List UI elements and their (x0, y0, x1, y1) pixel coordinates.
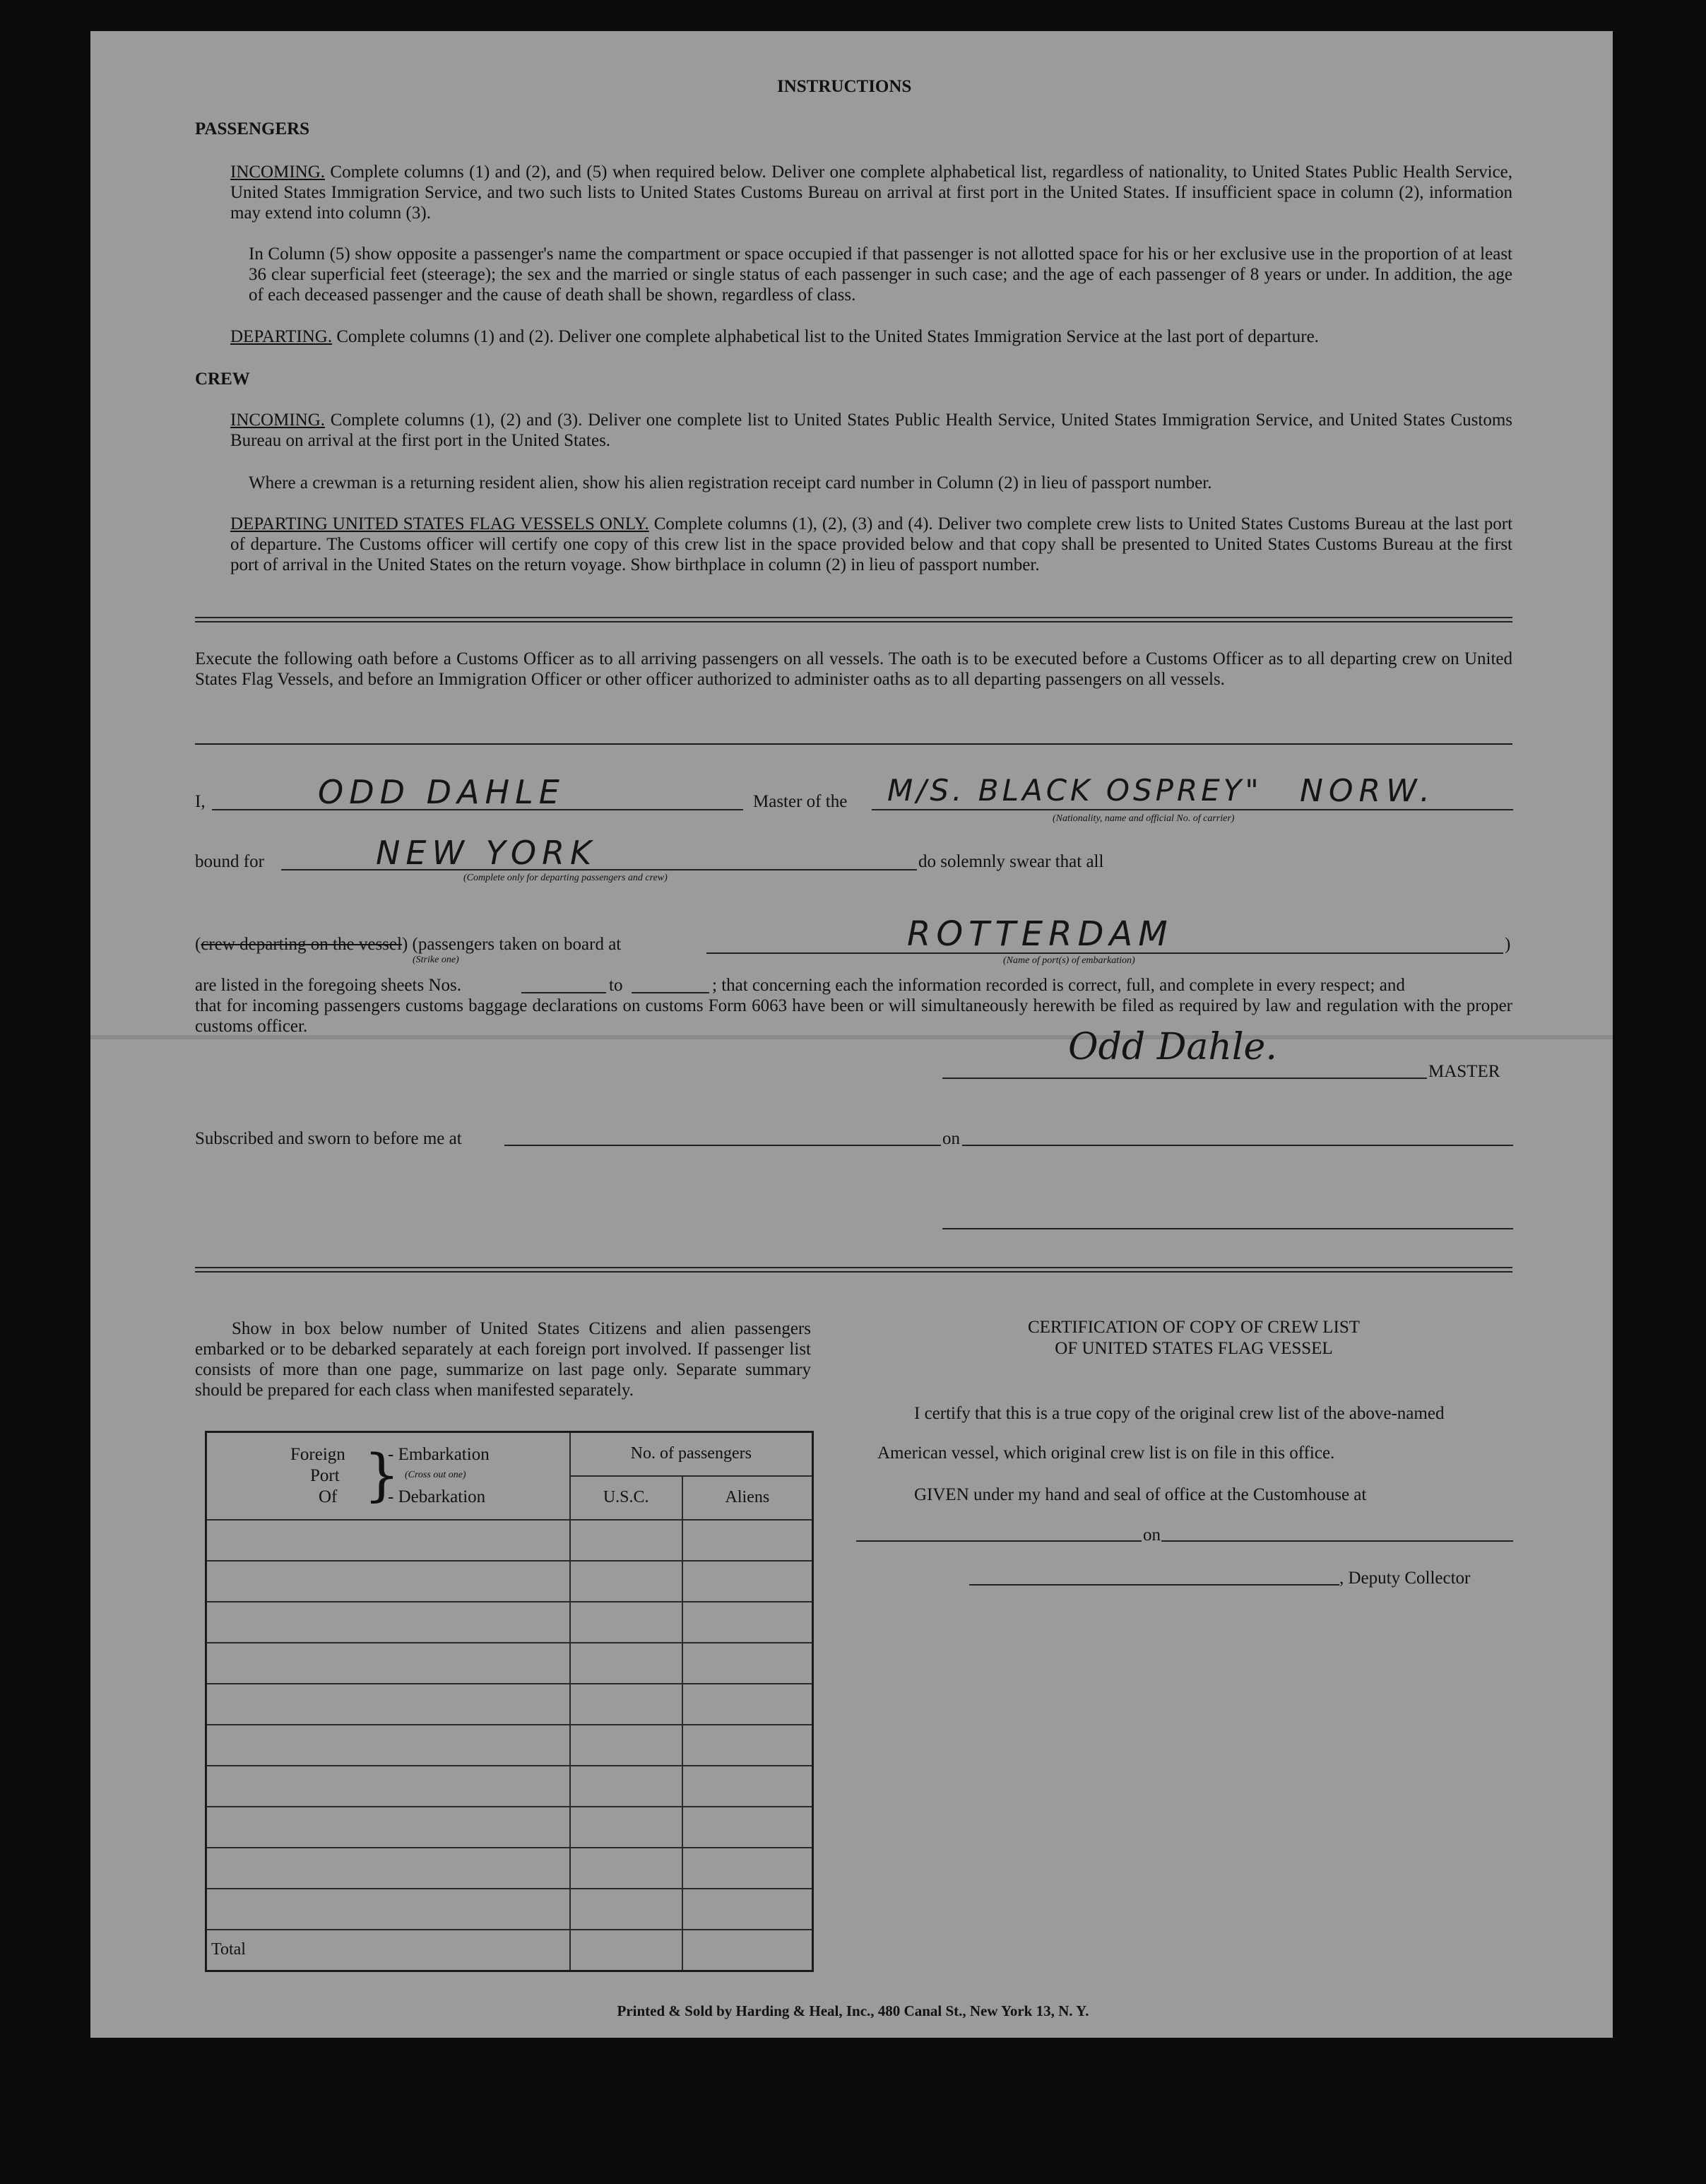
usc-cell[interactable] (570, 1848, 682, 1889)
certification-date-line (1161, 1540, 1513, 1542)
subscribed-place-line (504, 1145, 941, 1146)
no-passengers-header: No. of passengers (570, 1432, 813, 1476)
passengers-column5-text: In Column (5) show opposite a passenger's name the compartment or space occupied if that passenger is not allotted space for his or her exclusive use in the proportion of at least 36 clear superficial feet (steerage); the sex and the married or single status of each passenger in such case; and the age of each passenger of 8 years or under. In addition, the age of each deceased passenger and the cause of death shall be shown, regardless of class. (249, 244, 1512, 305)
foreign-label: Foreign (290, 1444, 345, 1464)
debarkation-label: - Debarkation (388, 1487, 486, 1506)
oath-intro: Execute the following oath before a Customs Officer as to all arriving passengers on all vessels. The oath is to be executed before a Customs Officer as to all departing crew on United States Flag Vessels, and before an Immigration Officer or other officer authorized to administer oaths as to all departing passengers on all vessels. (195, 649, 1512, 689)
subscribed-date-line (962, 1145, 1513, 1146)
port-cell[interactable] (206, 1561, 570, 1602)
aliens-cell[interactable] (682, 1561, 813, 1602)
passengers-departing-label: DEPARTING. (230, 327, 333, 346)
total-row (206, 1930, 813, 1971)
officer-signature-line (942, 1228, 1513, 1229)
port-label: Port (310, 1465, 340, 1485)
table-row (206, 1766, 813, 1807)
summary-instructions: Show in box below number of United States Citizens and alien passengers embarked or to be debarked separately at each foreign port involved. If passenger list consists of more than one page, summarize on last page only. Separate summary should be prepared for each class when manifested separately. (195, 1319, 811, 1400)
aliens-cell[interactable] (682, 1520, 813, 1561)
master-signature: Odd Dahle. (1068, 1026, 1277, 1068)
deputy-signature-line (969, 1584, 1339, 1586)
deputy-collector-label: , Deputy Collector (1339, 1569, 1471, 1588)
listed-rest-text: that for incoming passengers customs baggage declarations on customs Form 6063 have been or will simultaneously herewith be filed as required by law and regulation with the proper customs officer. (195, 996, 1512, 1036)
port-value: ROTTERDAM (907, 914, 1173, 954)
passenger-summary-table (205, 1431, 814, 1972)
oath-i-label: I, (195, 792, 206, 811)
passengers-taken-text: ) (passengers taken on board at (401, 935, 622, 954)
usc-header: U.S.C. (570, 1476, 682, 1520)
passengers-heading: PASSENGERS (195, 119, 310, 138)
aliens-cell[interactable] (682, 1602, 813, 1643)
customhouse-line (856, 1540, 1142, 1542)
brace-icon: } (364, 1441, 400, 1508)
port-cell[interactable] (206, 1807, 570, 1848)
crew-resident-text: Where a crewman is a returning resident alien, show his alien registration receipt card number in Column (2) in lieu of passport number. (249, 473, 1212, 492)
table-row (206, 1725, 813, 1766)
port-cell[interactable] (206, 1602, 570, 1643)
crew-departing-label: DEPARTING UNITED STATES FLAG VESSELS ONLY. (230, 514, 649, 533)
usc-cell[interactable] (570, 1807, 682, 1848)
port-cell[interactable] (206, 1684, 570, 1725)
aliens-cell[interactable] (682, 1848, 813, 1889)
crew-heading: CREW (195, 370, 250, 389)
port-cell[interactable] (206, 1848, 570, 1889)
crew-passengers-choice (195, 934, 621, 955)
sheets-to-line (632, 992, 709, 993)
certify-line1: I certify that this is a true copy of the original crew list of the above-named (914, 1404, 1445, 1423)
vessel-caption: (Nationality, name and official No. of carrier) (1053, 813, 1235, 824)
section-divider (195, 617, 1512, 622)
master-name: ODD DAHLE (318, 773, 565, 811)
usc-cell[interactable] (570, 1766, 682, 1807)
open-paren: ( (195, 935, 201, 954)
crew-incoming-paragraph (230, 410, 1512, 451)
passengers-incoming-text: Complete columns (1) and (2), and (5) when required below. Deliver one complete alphabetical list, regardless of nationality, to United States Public Health Service, United States Immigration Service, and two such lists to United States Customs Bureau on arrival at first port in the United States. If insufficient space in column (2), information may extend into column (3). (230, 163, 1513, 223)
certify-line2: American vessel, which original crew list is on file in this office. (877, 1444, 1335, 1463)
sheets-from-line (521, 992, 606, 993)
vessel-name: M/S. BLACK OSPREY" (887, 773, 1262, 808)
aliens-cell[interactable] (682, 1889, 813, 1930)
table-row (206, 1807, 813, 1848)
certification-title-line2: OF UNITED STATES FLAG VESSEL (1055, 1339, 1333, 1358)
usc-cell[interactable] (570, 1643, 682, 1684)
port-cell[interactable] (206, 1889, 570, 1930)
cross-out-caption: (Cross out one) (405, 1469, 466, 1480)
table-row (206, 1561, 813, 1602)
usc-cell[interactable] (570, 1725, 682, 1766)
port-cell[interactable] (206, 1725, 570, 1766)
embarkation-label: - Embarkation (388, 1444, 490, 1464)
aliens-cell[interactable] (682, 1684, 813, 1725)
table-row (206, 1520, 813, 1561)
crew-departing-paragraph (230, 514, 1512, 575)
vessel-nationality: NORW. (1300, 773, 1436, 809)
aliens-cell[interactable] (682, 1807, 813, 1848)
swear-text: do solemnly swear that all (918, 852, 1104, 871)
bound-caption: (Complete only for departing passengers and crew) (463, 873, 668, 883)
crew-strike-text: crew departing on the vessel (201, 935, 402, 954)
crew-departing-text: Complete columns (1), (2), (3) and (4). Deliver two complete crew lists to United States Customs Bureau at the last port of departure. The Customs officer will certify one copy of this crew list in the space provided below and that copy shall be presented to United States Customs Bureau at the first port of arrival in the United States on the return voyage. Show birthplace in column (2) in lieu of passport number. (230, 514, 1513, 574)
usc-cell[interactable] (570, 1889, 682, 1930)
passengers-departing-paragraph (230, 326, 1512, 347)
certification-on-label: on (1143, 1525, 1161, 1545)
port-cell[interactable] (206, 1520, 570, 1561)
certification-title-line1: CERTIFICATION OF COPY OF CREW LIST (1027, 1318, 1361, 1337)
subscribed-label: Subscribed and sworn to before me at (195, 1129, 462, 1148)
bound-for-value: NEW YORK (376, 834, 598, 872)
aliens-cell[interactable] (682, 1643, 813, 1684)
page-title: INSTRUCTIONS (777, 77, 912, 96)
usc-total-cell[interactable] (570, 1930, 682, 1971)
printer-footer: Printed & Sold by Harding & Heal, Inc., 480 Canal St., New York 13, N. Y. (617, 2002, 1089, 2019)
close-paren: ) (1505, 935, 1511, 954)
passengers-incoming-label: INCOMING. (230, 163, 326, 182)
table-row (206, 1889, 813, 1930)
bound-for-label: bound for (195, 852, 264, 871)
table-row (206, 1643, 813, 1684)
given-line: GIVEN under my hand and seal of office at the Customhouse at (914, 1485, 1367, 1504)
usc-cell[interactable] (570, 1602, 682, 1643)
master-label: MASTER (1428, 1062, 1500, 1081)
port-cell[interactable] (206, 1766, 570, 1807)
passengers-incoming-paragraph (230, 162, 1512, 223)
vessel-line (872, 809, 1513, 810)
sheets-to-label: to (609, 976, 623, 995)
crew-incoming-text: Complete columns (1), (2) and (3). Deliver one complete list to United States Public Health Service, United States Immigration Service, and United States Customs Bureau on arrival at the first port in the United States. (230, 411, 1513, 450)
of-label: Of (319, 1487, 338, 1506)
aliens-header: Aliens (682, 1476, 813, 1520)
signature-line (942, 1078, 1427, 1079)
usc-cell[interactable] (570, 1561, 682, 1602)
crew-incoming-label: INCOMING. (230, 411, 326, 430)
lower-divider (195, 1267, 1512, 1273)
oath-divider (195, 743, 1512, 745)
table-row (206, 1602, 813, 1643)
port-header-cell (206, 1432, 570, 1520)
listed-sheets-label: are listed in the foregoing sheets Nos. (195, 976, 461, 995)
subscribed-on-label: on (942, 1129, 960, 1148)
total-label: Total (206, 1930, 570, 1971)
usc-cell[interactable] (570, 1520, 682, 1561)
table-row (206, 1684, 813, 1725)
usc-cell[interactable] (570, 1684, 682, 1725)
aliens-cell[interactable] (682, 1725, 813, 1766)
port-cell[interactable] (206, 1643, 570, 1684)
strike-caption: (Strike one) (413, 955, 459, 965)
table-row (206, 1848, 813, 1889)
aliens-total-cell[interactable] (682, 1930, 813, 1971)
passengers-departing-text: Complete columns (1) and (2). Deliver one complete alphabetical list to the United States Immigration Service at the last port of departure. (336, 327, 1319, 346)
aliens-cell[interactable] (682, 1766, 813, 1807)
port-caption: (Name of port(s) of embarkation) (1003, 955, 1135, 966)
listed-sheets-text: ; that concerning each the information recorded is correct, full, and complete in every respect; and (712, 976, 1405, 995)
master-of-label: Master of the (753, 792, 848, 811)
